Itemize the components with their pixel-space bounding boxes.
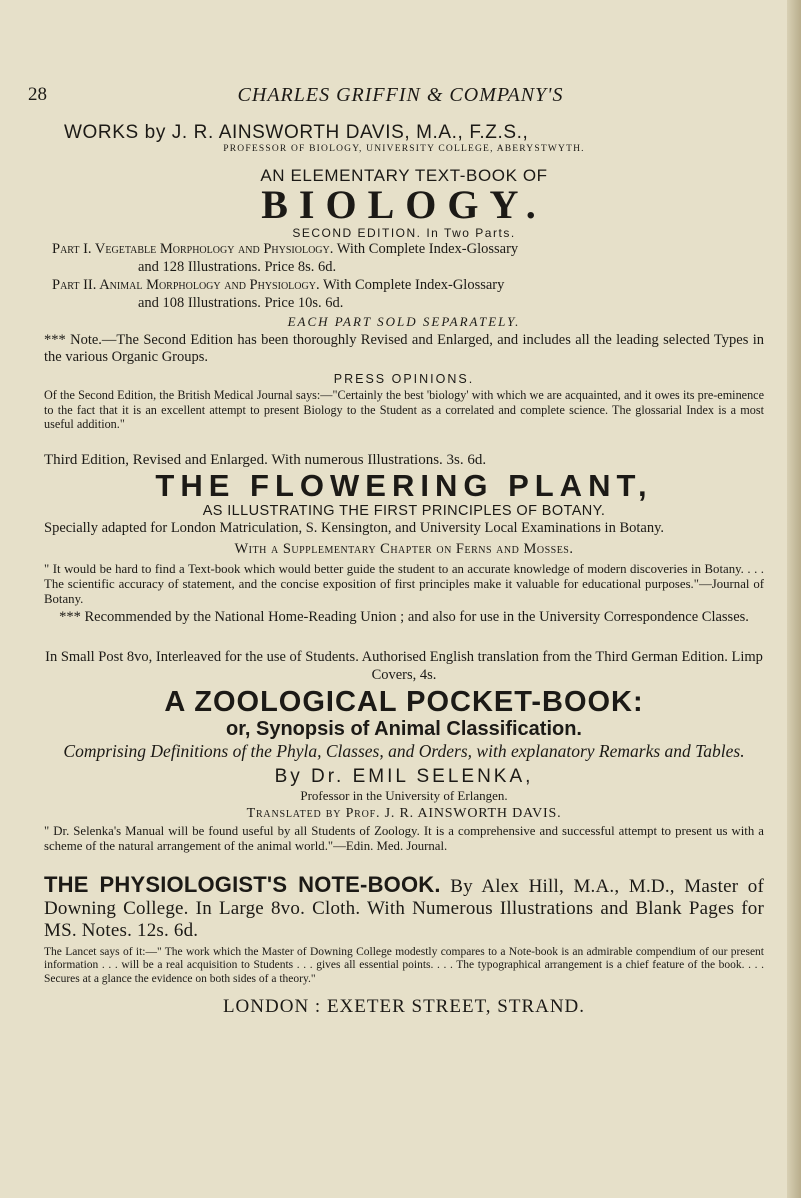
flowering-subtitle: AS ILLUSTRATING THE FIRST PRINCIPLES OF BOTANY.	[202, 502, 606, 519]
physiologist-details: By Alex Hill, M.A., M.D., Master of Downing College. In Large 8vo. Cloth. With Numerous Illustrations and Blank Pages for MS. Notes. 12s. 6d.	[44, 875, 764, 941]
zoological-title: A ZOOLOGICAL POCKET-BOOK:	[164, 685, 644, 718]
part-two	[52, 276, 764, 312]
part-one-text: With Complete Index-Glossary	[336, 241, 519, 257]
part-one-label: Part I. Vegetable Morphology and Physiology.	[52, 241, 334, 257]
page-number: 28	[28, 84, 47, 105]
zoological-synopsis: or, Synopsis of Animal Classification.	[225, 717, 582, 740]
flowering-quote: " It would be hard to find a Text-book which would better guide the student to an accurate knowledge of modern discoveries in Botany. . . . The scientific accuracy of statement, and the concise exposition of first principles make it valuable for educational purposes."—Journal of Botany.	[44, 561, 764, 606]
zoological-author: By Dr. EMIL SELENKA,	[274, 765, 534, 787]
zoological-translator: Translated by Prof. J. R. AINSWORTH DAVIS.	[246, 805, 562, 821]
zoological-quote: " Dr. Selenka's Manual will be found useful by all Students of Zoology. It is a comprehensive and successful attempt to present us with a scheme of the natural arrangement of the animal world."—Edin. Med. Journal.	[44, 823, 764, 853]
biology-title: BIOLOGY.	[261, 182, 547, 227]
biology-edition: SECOND EDITION. In Two Parts.	[292, 226, 516, 240]
biology-heading: AN ELEMENTARY TEXT-BOOK OF	[260, 166, 548, 185]
part-one-continued: and 128 Illustrations. Price 8s. 6d.	[138, 259, 337, 275]
page-content	[44, 118, 764, 1018]
part-two-text: With Complete Index-Glossary	[322, 277, 505, 293]
physiologist-entry	[44, 871, 764, 942]
physiologist-quote: The Lancet says of it:—" The work which the Master of Downing College modestly compares to a Note-book is an admirable compendium of our present information . . . will be a real acquisition to Students . . . gives all essential points. . . . The typographical arrangement is a chief feature of the book. . . . Secures at a glance the evidence on both sides of a theory."	[44, 945, 764, 985]
biology-note: *** Note.—The Second Edition has been thoroughly Revised and Enlarged, and includes all the leading selected Types in the various Organic Groups.	[44, 332, 764, 365]
biology-press-quote: Of the Second Edition, the British Medical Journal says:—"Certainly the best 'biology' with which we are acquainted, and it owes its pre-eminence to the fact that it is an excellent attempt to present Biology to the Student as a correlated and complete science. The glossarial Index is a most useful addition."	[44, 388, 764, 431]
flowering-edition-line: Third Edition, Revised and Enlarged. With numerous Illustrations. 3s. 6d.	[44, 451, 487, 468]
flowering-recommended: *** Recommended by the National Home-Reading Union ; and also for use in the University Correspondence Classes.	[59, 608, 749, 625]
flowering-supplementary: With a Supplementary Chapter on Ferns and Mosses.	[234, 540, 574, 557]
each-part-separately: EACH PART SOLD SEPARATELY.	[287, 314, 521, 329]
part-two-continued: and 108 Illustrations. Price 10s. 6d.	[138, 295, 344, 311]
flowering-specially: Specially adapted for London Matriculation, S. Kensington, and University Local Examinations in Botany.	[44, 519, 665, 536]
part-two-label: Part II. Animal Morphology and Physiology.	[52, 277, 320, 293]
press-opinions-heading: PRESS OPINIONS.	[333, 372, 475, 386]
part-one	[52, 240, 764, 276]
physiologist-title: THE PHYSIOLOGIST'S NOTE-BOOK.	[44, 871, 441, 897]
zoological-intro: In Small Post 8vo, Interleaved for the use of Students. Authorised English translation from the Third German Edition. Limp Covers, 4s.	[45, 648, 763, 683]
author-affiliation: PROFESSOR OF BIOLOGY, UNIVERSITY COLLEGE, ABERYSTWYTH.	[223, 144, 585, 154]
flowering-title: THE FLOWERING PLANT,	[155, 467, 653, 503]
page-header	[0, 84, 801, 114]
running-title: CHARLES GRIFFIN & COMPANY'S	[237, 84, 564, 106]
zoological-author-affiliation: Professor in the University of Erlangen.	[300, 787, 508, 803]
zoological-comprising: Comprising Definitions of the Phyla, Classes, and Orders, with explanatory Remarks and Tables.	[63, 740, 745, 761]
page-edge	[787, 0, 801, 1198]
publisher-address: LONDON : EXETER STREET, STRAND.	[222, 996, 586, 1017]
works-byline: WORKS by J. R. AINSWORTH DAVIS, M.A., F.Z.S.,	[64, 122, 529, 143]
